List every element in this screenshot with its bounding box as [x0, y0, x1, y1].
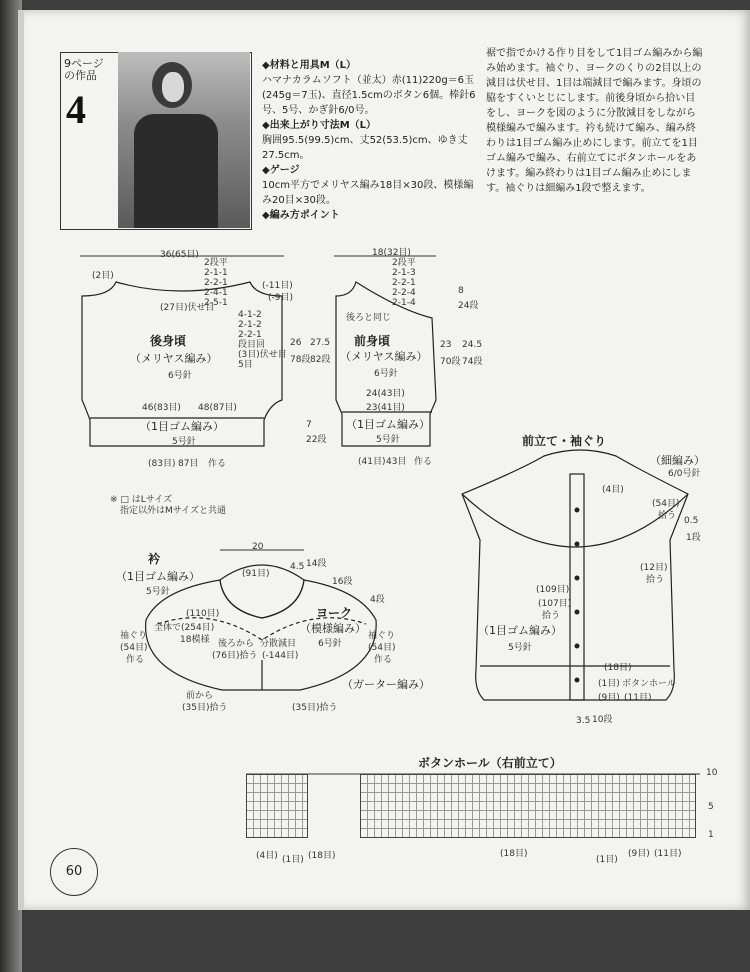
- front-needle: 6号針: [374, 369, 398, 379]
- buttonhole-chart-left: [246, 774, 308, 838]
- back-body-title: 後身頃: [150, 334, 187, 348]
- front-h1: 23: [440, 340, 452, 350]
- size-note-line2: 指定以外はMサイズと共通: [120, 506, 227, 516]
- back-body-sub: （メリヤス編み）: [130, 352, 218, 365]
- work-number: 4: [66, 87, 86, 132]
- points-title: ◆編み方ポイント: [262, 210, 340, 221]
- collar-d2: 14段: [306, 559, 327, 569]
- page-ref-line2: の作品: [64, 69, 97, 82]
- buttonhole-marker-4: [575, 610, 580, 615]
- buttonhole-chart-main: [360, 774, 696, 838]
- buttonhole-b6: (9目): [628, 849, 650, 859]
- front-width-label: 18(32目): [372, 248, 411, 258]
- placket-st12: (12目): [640, 563, 668, 573]
- size-note-line1: ※ □ はLサイズ: [110, 495, 173, 505]
- buttonhole-row5: 5: [708, 802, 714, 812]
- materials-text: ハマナカラムソフト（並太）赤(11)220g＝6玉(245g＝7玉)、直径1.5cmのボタン6個。棒針6号、5号、かぎ針6/0号。: [262, 75, 476, 116]
- front-body-sub: （メリヤス編み）: [340, 350, 428, 363]
- back-dec2-5: 5目: [238, 360, 253, 370]
- back-shoulder-label: (2目): [92, 271, 114, 281]
- gauge-text: 10cm平方でメリヤス編み18目×30段、模様編み20目×30段。: [262, 180, 474, 206]
- placket-hook: 6/0号針: [668, 469, 701, 479]
- back-dec-0: 2段平: [204, 258, 228, 268]
- front-cast-on-l: 43目: [386, 457, 407, 467]
- size-text: 胸囲95.5(99.5)cm、丈52(53.5)cm、ゆき丈27.5cm。: [262, 135, 468, 161]
- front-neck-label: (-11目): [262, 281, 293, 291]
- buttonhole-marker-3: [575, 576, 580, 581]
- materials-title: ◆材料と用具M（L）: [262, 60, 357, 71]
- yoke-title: ヨーク: [316, 606, 353, 620]
- back-h3: 27.5: [310, 338, 331, 348]
- back-dec2-1: 2-1-2: [238, 320, 262, 330]
- buttonhole-b7: (11目): [654, 849, 682, 859]
- collar-sleeve-l3: 作る: [126, 655, 145, 665]
- front-cast-on: (41目): [358, 457, 386, 467]
- collar-front-pick3: (35目)拾う: [292, 703, 338, 713]
- placket-d1: 3.5: [576, 716, 591, 726]
- collar-title: 衿: [148, 552, 161, 566]
- placket-st18: (18目): [604, 663, 632, 673]
- front-dec-4: 2-1-4: [392, 298, 416, 308]
- back-dec-2: 2-2-1: [204, 278, 228, 288]
- back-h5: 7: [306, 420, 312, 430]
- yoke-needle: 6号針: [318, 639, 342, 649]
- front-body-title: 前身頃: [354, 334, 391, 348]
- collar-sleeve-r3: 作る: [374, 655, 393, 665]
- front-dec-1: 2-1-3: [392, 268, 416, 278]
- collar-d3: 16段: [332, 577, 353, 587]
- placket-rib-needle: 5号針: [508, 643, 532, 653]
- page-ref-line1: 9ページ: [64, 57, 104, 70]
- back-width-row-l: 48(87目): [198, 403, 237, 413]
- placket-st12b: 拾う: [646, 575, 665, 585]
- garter-label: （ガーター編み）: [342, 678, 430, 691]
- back-dec-3: 2-4-1: [204, 288, 228, 298]
- placket-st54: (54目): [652, 499, 680, 509]
- collar-stitches: (91目): [242, 569, 270, 579]
- back-h4: 82段: [310, 355, 331, 365]
- buttonhole-b1: (4目): [256, 851, 278, 861]
- placket-st9: (9目): [598, 693, 620, 703]
- method-text: 裾で指でかける作り目をして1目ゴム編みから編み始めます。袖ぐり、ヨークのくりの2目以上の減目は伏せ目、1目は端減目で編みます。身頃の脇をすくいとじにします。前後身頃から拾い目をし、ヨークを図のように分散減目をしながら模様編みで編みます。衿も続けて編み、編み終わりは1目ゴム編み止めにします。前立てを1目ゴム編みで編み、右前立てにボタンホールをあけます。編み終わりは1目ゴム編み止めにします。袖ぐりは細編み1段で整えます。: [486, 48, 703, 194]
- buttonhole-marker-1: [575, 508, 580, 513]
- collar-110: (110目): [186, 609, 220, 619]
- size-title: ◆出来上がり寸法M（L）: [262, 120, 377, 131]
- front-h3: 24.5: [462, 340, 483, 350]
- back-dec2-2: 2-2-1: [238, 330, 262, 340]
- collar-sub: （1目ゴム編み）: [116, 570, 200, 583]
- placket-st1: (1目): [598, 679, 620, 689]
- collar-d4: 4段: [370, 595, 385, 605]
- front-h5: 8: [458, 286, 464, 296]
- placket-n109: (109目): [536, 585, 570, 595]
- buttonhole-b2: (1目): [282, 855, 304, 865]
- back-dec2-4: (3目)伏せ目: [238, 350, 287, 360]
- placket-d4: 1段: [686, 533, 701, 543]
- back-width-row: 46(83目): [142, 403, 181, 413]
- back-bind-label: (27目)伏せ目: [160, 303, 215, 313]
- front-h2: 70段: [440, 357, 461, 367]
- collar-total: 全体で(254目): [154, 623, 215, 633]
- back-dec-list2: [238, 310, 287, 370]
- back-h2: 78段: [290, 355, 311, 365]
- back-h1: 26: [290, 338, 302, 348]
- front-rib-title: （1目ゴム編み）: [346, 418, 430, 431]
- collar-back-pick: 後ろから: [218, 639, 255, 649]
- collar-sleeve-r: 袖ぐり: [368, 631, 396, 641]
- buttonhole-b5: (1目): [596, 855, 618, 865]
- back-dec-list: [204, 258, 228, 308]
- collar-pattern-rep: 18模様: [180, 635, 210, 645]
- buttonhole-b3: (18目): [308, 851, 336, 861]
- back-rib-needle: 5号針: [172, 437, 196, 447]
- front-make: 作る: [414, 457, 433, 467]
- placket-st54b: 拾う: [658, 511, 677, 521]
- front-dec-2: 2-2-1: [392, 278, 416, 288]
- buttonhole-marker-6: [575, 678, 580, 683]
- front-dec-0: 2段平: [392, 258, 416, 268]
- yoke-sub: （模様編み）: [300, 622, 366, 635]
- collar-back-pick2: (76目)拾う: [212, 651, 258, 661]
- placket-st4: (4目): [602, 485, 624, 495]
- placket-st11: (11目): [624, 693, 652, 703]
- front-note: 後ろと同じ: [346, 313, 392, 323]
- gauge-title: ◆ゲージ: [262, 165, 300, 176]
- collar-d1: 4.5: [290, 562, 305, 572]
- collar-dist-dec2: (-144目): [262, 651, 299, 661]
- collar-dist-dec: 分散減目: [260, 639, 297, 649]
- front-neck2-label: (-9目): [268, 293, 293, 303]
- collar-front-pick2: (35目)拾う: [182, 703, 228, 713]
- placket-n107: (107目): [538, 599, 572, 609]
- back-rib-title: （1目ゴム編み）: [140, 420, 224, 433]
- collar-sleeve-l: 袖ぐり: [120, 631, 148, 641]
- placket-d2: 10段: [592, 715, 613, 725]
- placket-d3: 0.5: [684, 516, 699, 526]
- placket-crochet: （細編み）: [650, 454, 705, 467]
- collar-front-pick: 前から: [186, 691, 214, 701]
- back-make: 作る: [208, 459, 227, 469]
- front-w1: 24(43目): [366, 389, 405, 399]
- front-h6: 24段: [458, 301, 479, 311]
- back-cast-on: (83目): [148, 459, 176, 469]
- buttonhole-b4: (18目): [500, 849, 528, 859]
- collar-sleeve-l2: (54目): [120, 643, 148, 653]
- placket-title: 前立て・袖ぐり: [522, 434, 607, 448]
- buttonhole-marker-5: [575, 644, 580, 649]
- page-number: 60: [50, 848, 98, 896]
- front-h4: 74段: [462, 357, 483, 367]
- front-rib-needle: 5号針: [376, 435, 400, 445]
- buttonhole-marker-2: [575, 542, 580, 547]
- front-dec-list: [392, 258, 416, 308]
- front-dec-3: 2-2-4: [392, 288, 416, 298]
- front-w2: 23(41目): [366, 403, 405, 413]
- back-dec-4: 2-5-1: [204, 298, 228, 308]
- back-width-label: 36(65目): [160, 250, 199, 260]
- collar-width: 20: [252, 542, 264, 552]
- placket-n107b: 拾う: [542, 611, 561, 621]
- back-needle: 6号針: [168, 371, 192, 381]
- collar-sleeve-r2: (54目): [368, 643, 396, 653]
- back-h6: 22段: [306, 435, 327, 445]
- collar-needle: 5号針: [146, 587, 170, 597]
- back-dec-1: 2-1-1: [204, 268, 228, 278]
- placket-buttonhole: ボタンホール: [622, 679, 676, 689]
- buttonhole-row10: 10: [706, 768, 718, 778]
- buttonhole-row1: 1: [708, 830, 714, 840]
- placket-rib-title: （1目ゴム編み）: [478, 624, 562, 637]
- back-cast-on-l: 87目: [178, 459, 199, 469]
- buttonhole-title: ボタンホール（右前立て）: [418, 756, 562, 770]
- back-dec2-0: 4-1-2: [238, 310, 262, 320]
- back-dec2-3: 段目回: [238, 340, 266, 350]
